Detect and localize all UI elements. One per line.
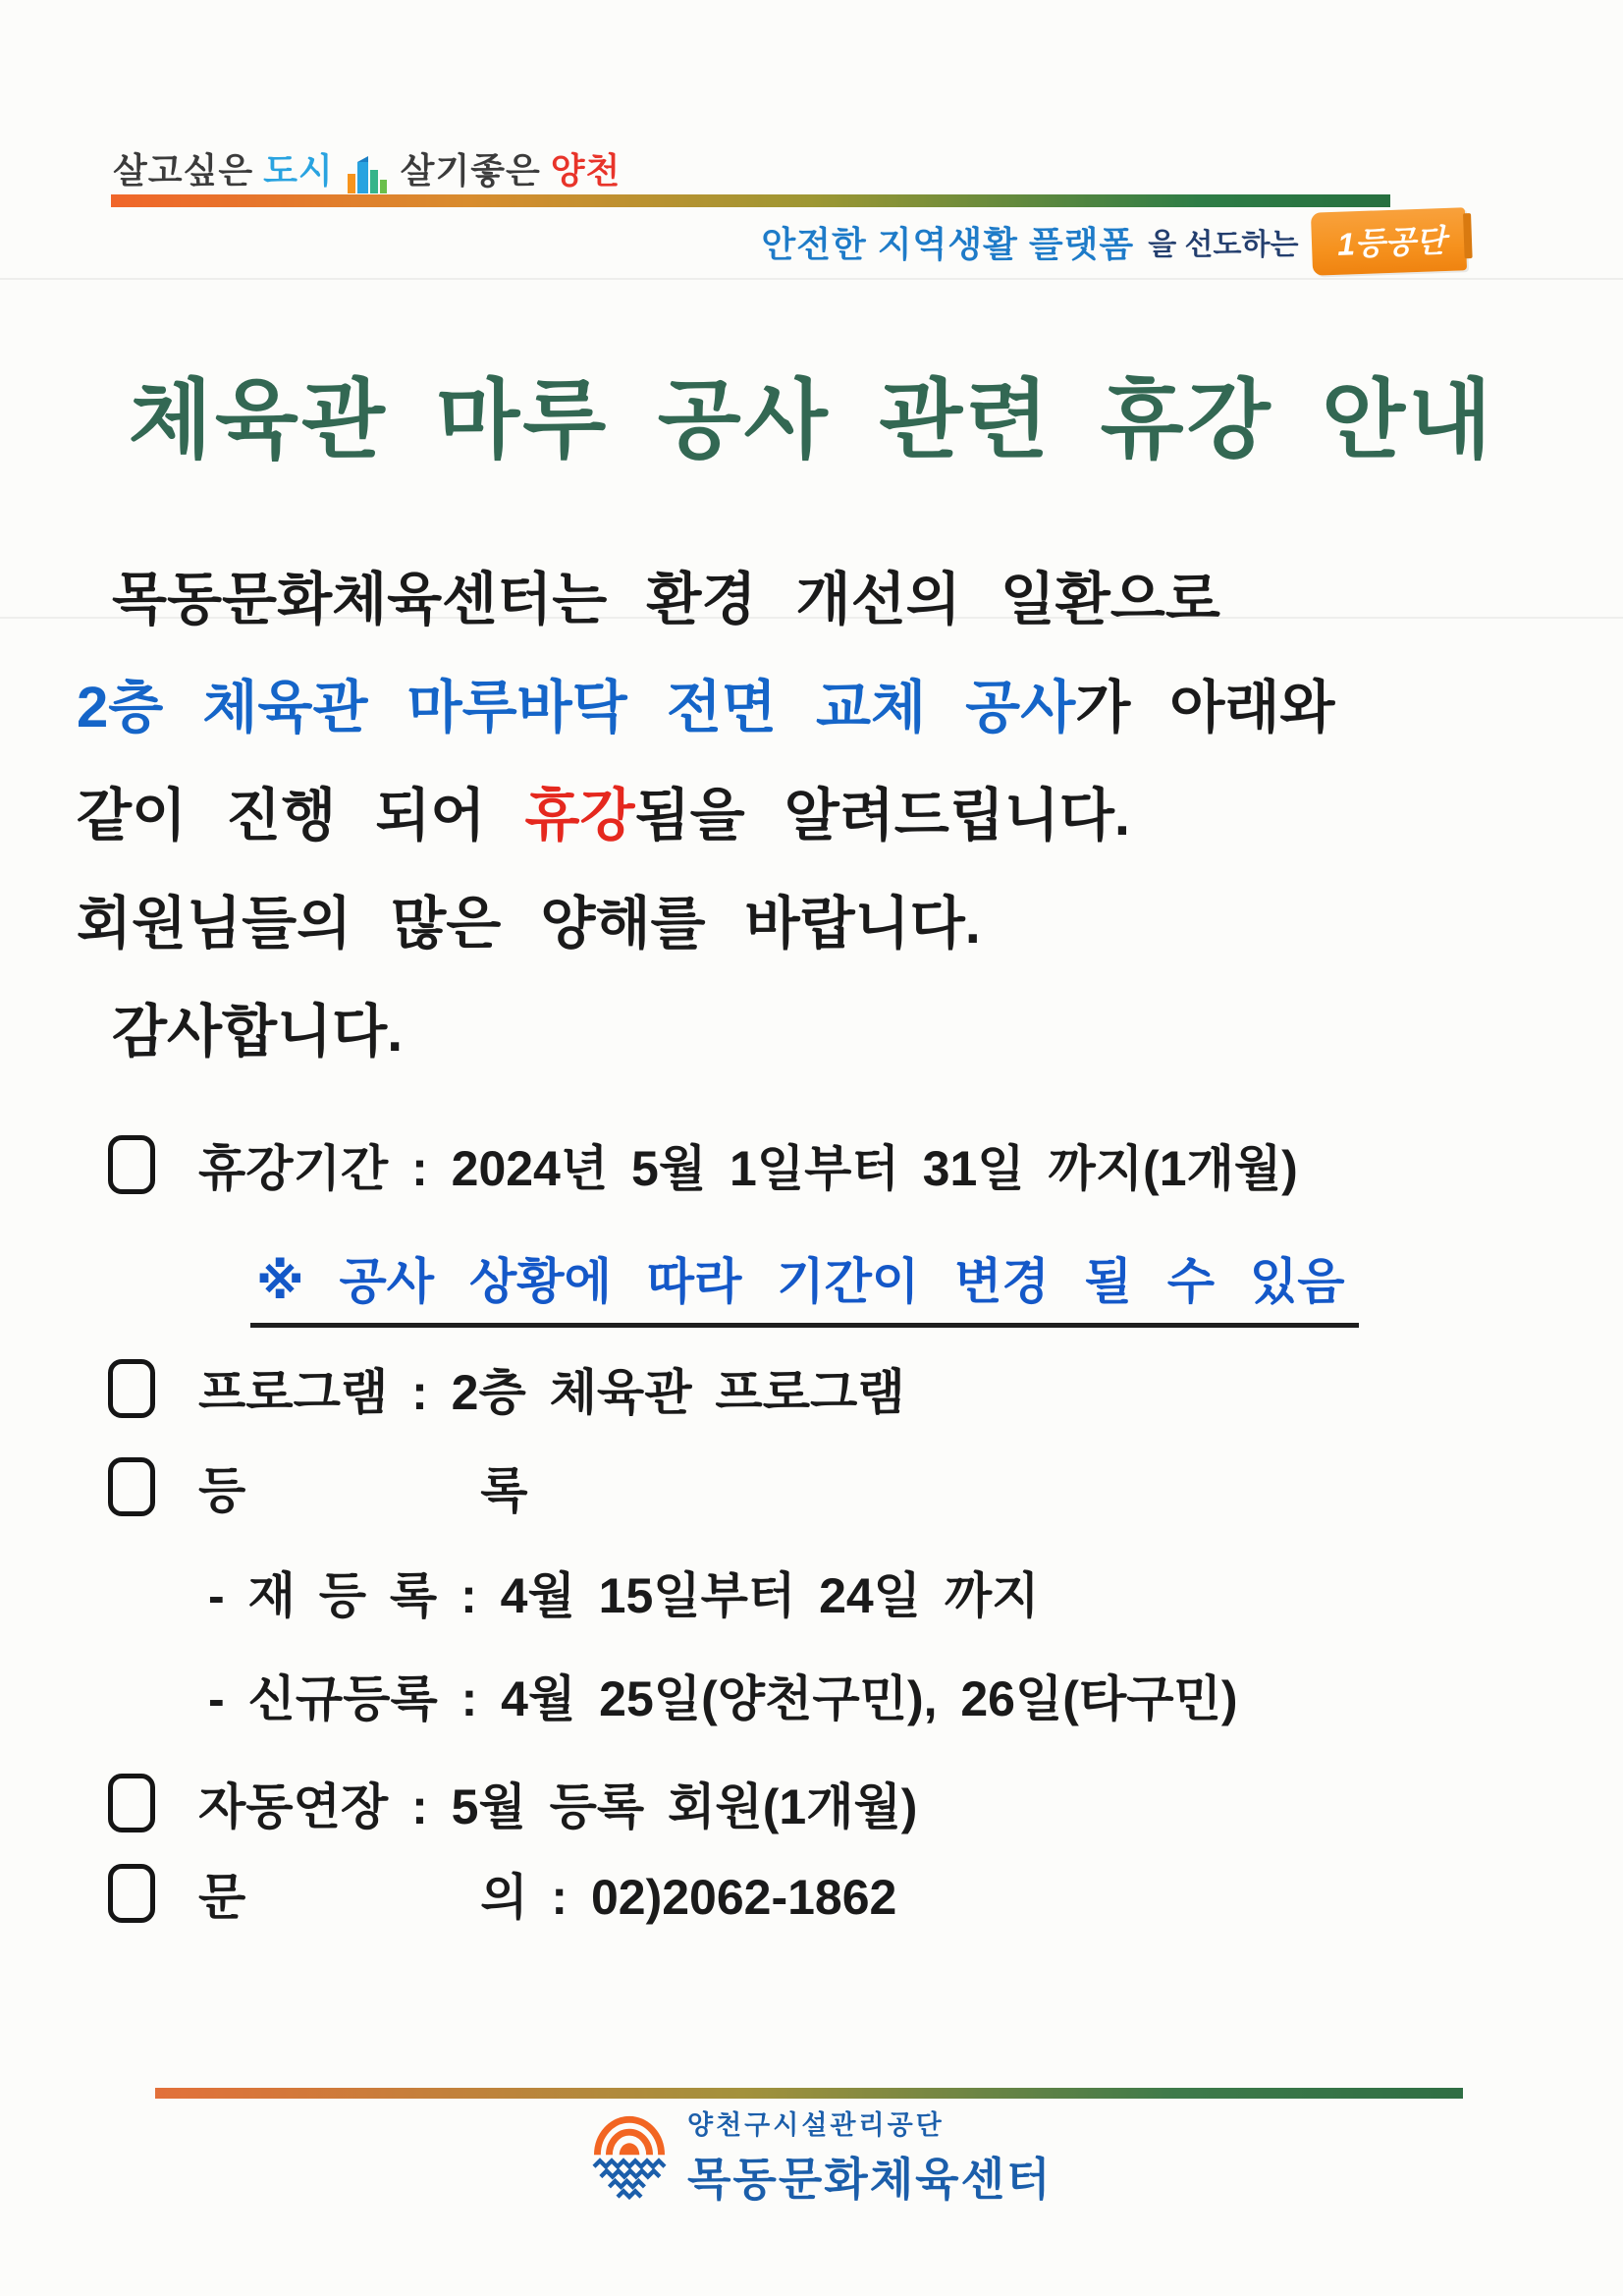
- checkbox-bullet-icon: [108, 1864, 155, 1923]
- footer-org-logo: [587, 2104, 1053, 2209]
- brand-text: 살고싶은: [113, 150, 254, 191]
- checkbox-bullet-icon: [108, 1359, 155, 1418]
- body-line-2-rest: 가 아래와: [1075, 676, 1335, 739]
- list-item-program: [108, 1353, 905, 1424]
- note-schedule-change: ※ 공사 상황에 따라 기간이 변경 될 수 있음: [250, 1242, 1359, 1328]
- brand-text-city: 도시: [263, 150, 334, 191]
- footer-org-large: 목동문화체육센터: [687, 2154, 1053, 2205]
- body-line-5: 감사합니다.: [112, 1000, 404, 1064]
- list-item-auto-extension: [108, 1768, 917, 1838]
- list-item-suspension-period: [108, 1129, 1298, 1200]
- list-item-text: 문 의 : 02)2062-1862: [198, 1870, 897, 1925]
- body-line-3: [77, 762, 1594, 870]
- body-line-3-highlight: 휴강: [524, 784, 635, 847]
- body-line-3-pre: 같이 진행 되어: [77, 784, 525, 847]
- first-rank-badge: 1등공단: [1311, 207, 1467, 275]
- body-line-2-highlight: 2층 체육관 마루바닥 전면 교체 공사: [77, 676, 1076, 739]
- footer-gradient-divider: [155, 2088, 1463, 2099]
- page-title: 체육관 마루 공사 관련 휴강 안내: [128, 371, 1495, 468]
- checkbox-bullet-icon: [108, 1135, 155, 1194]
- checkbox-bullet-icon: [108, 1457, 155, 1516]
- list-subitem-new-registration: [208, 1660, 1238, 1730]
- list-item-text: 휴강기간 : 2024년 5월 1일부터 31일 까지(1개월): [198, 1141, 1298, 1196]
- slogan-blue-text: 안전한 지역생활 플랫폼: [761, 223, 1135, 264]
- city-buildings-icon: [346, 156, 389, 195]
- body-line-1: 목동문화체육센터는 환경 개선의 일환으로: [112, 568, 1220, 631]
- city-brand-logo: [113, 143, 621, 193]
- list-item-text: 자동연장 : 5월 등록 회원(1개월): [198, 1779, 918, 1834]
- list-item-text: - 신규등록 : 4월 25일(양천구민), 26일(타구민): [208, 1671, 1238, 1726]
- body-line-4: 회원님들의 많은 양해를 바랍니다.: [77, 892, 981, 956]
- checkbox-bullet-icon: [108, 1774, 155, 1832]
- list-subitem-re-registration: [208, 1557, 1039, 1627]
- notice-body: [77, 546, 1594, 1086]
- footer-org-small: 양천구시설관리공단: [687, 2110, 945, 2140]
- list-item-text: 프로그램 : 2층 체육관 프로그램: [198, 1365, 905, 1420]
- brand-text-yangcheon: 양천: [550, 150, 622, 191]
- list-item-contact: [108, 1858, 896, 1929]
- list-item-text: 등 록: [198, 1463, 528, 1518]
- brand-text: 살기좋은: [400, 150, 541, 191]
- body-line-2: [77, 654, 1594, 762]
- gradient-divider: [111, 194, 1390, 207]
- list-item-registration: [108, 1451, 528, 1522]
- sun-wave-emblem-icon: [587, 2109, 672, 2204]
- scan-artifact: [0, 278, 1623, 280]
- slogan-dark-text: 을 선도하는: [1148, 229, 1299, 261]
- list-item-text: - 재 등 록 : 4월 15일부터 24일 까지: [208, 1568, 1040, 1623]
- footer-org-text: [687, 2104, 1053, 2209]
- slogan-row: [761, 210, 1466, 273]
- body-line-3-post: 됨을 알려드립니다.: [634, 784, 1131, 847]
